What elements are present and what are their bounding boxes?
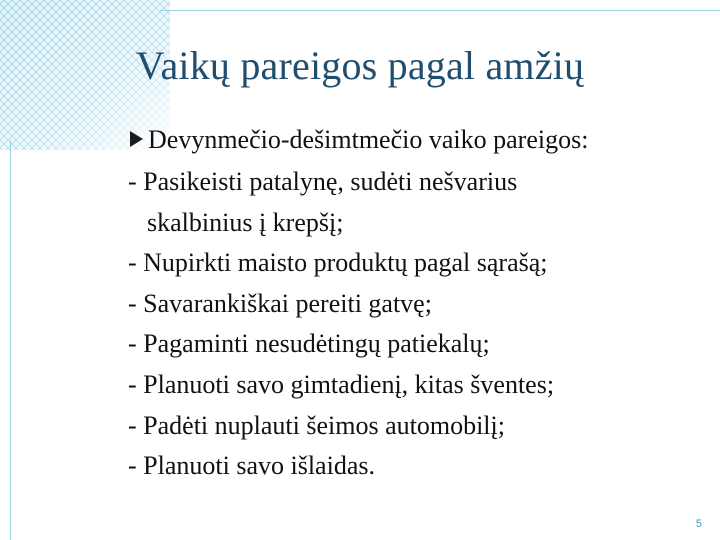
- frame-left-line: [10, 140, 11, 540]
- bullet-heading-text: Devynmečio-dešimtmečio vaiko pareigos:: [148, 125, 589, 154]
- slide-title: Vaikų pareigos pagal amžių: [135, 43, 585, 88]
- list-item: - Padėti nuplauti šeimos automobilį;: [128, 410, 505, 440]
- frame-top-line: [160, 10, 720, 11]
- list-item: - Savarankiškai pereiti gatvę;: [128, 288, 432, 318]
- list-item: [128, 162, 708, 243]
- list-item: - Planuoti savo išlaidas.: [128, 451, 375, 481]
- arrow-bullet-icon: [130, 131, 143, 147]
- page-number: 5: [695, 518, 702, 530]
- list-item: - Pagaminti nesudėtingų patiekalų;: [128, 329, 490, 359]
- list-item-continuation: skalbinius į krepšį;: [147, 207, 344, 237]
- list-item-text: - Pasikeisti patalynę, sudėti nešvarius: [128, 167, 518, 196]
- list-item: - Planuoti savo gimtadienį, kitas šventes;: [128, 369, 555, 399]
- duties-list: [128, 162, 708, 487]
- list-item: - Nupirkti maisto produktų pagal sąrašą;: [128, 248, 548, 278]
- bullet-heading: [130, 125, 588, 155]
